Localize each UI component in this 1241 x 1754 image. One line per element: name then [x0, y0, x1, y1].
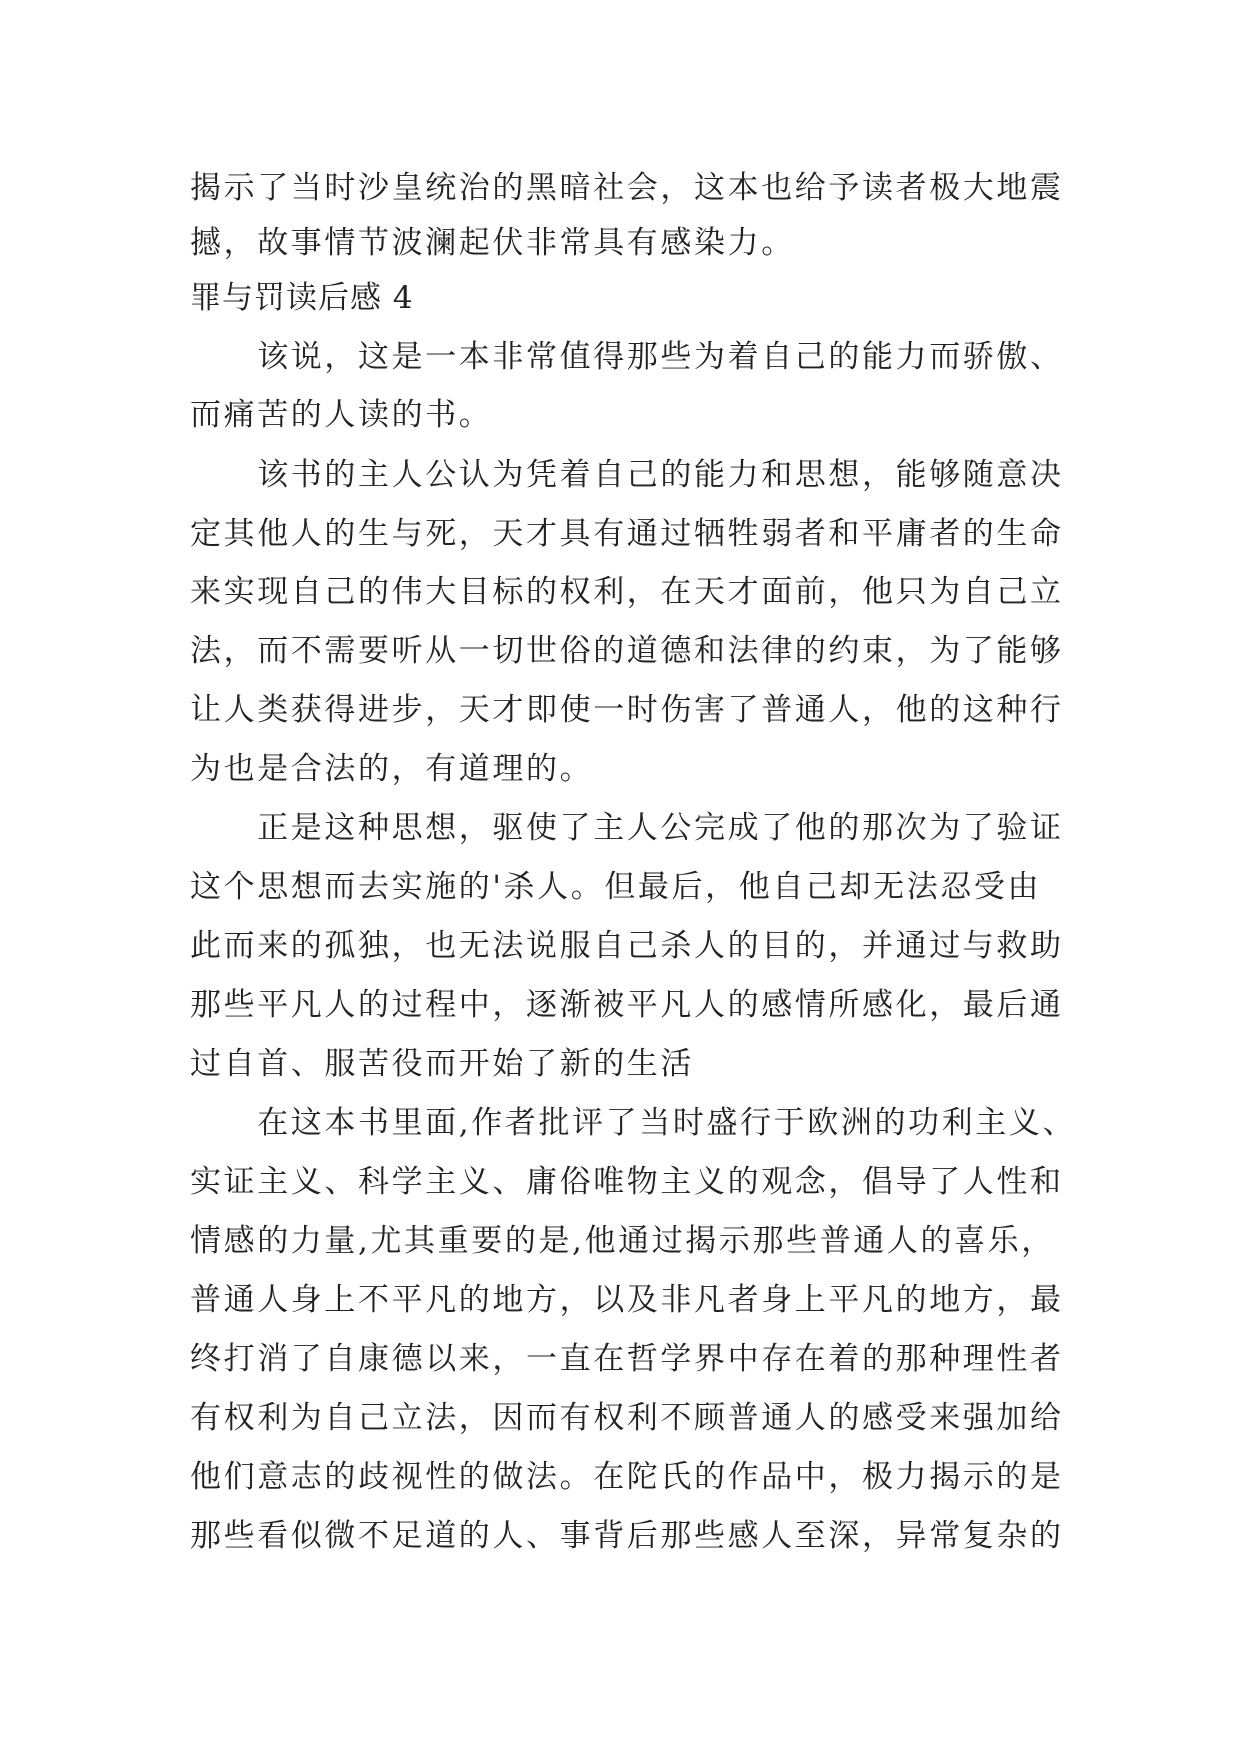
text-line: 为也是合法的，有道理的。	[190, 751, 594, 787]
text-line: 情感的力量,尤其重要的是,他通过揭示那些普通人的喜乐，	[190, 1223, 1055, 1259]
text-line: 定其他人的生与死，天才具有通过牺牲弱者和平庸者的生命	[190, 516, 1064, 552]
text-line: 实证主义、科学主义、庸俗唯物主义的观念，倡导了人性和	[190, 1164, 1064, 1200]
text-line: 终打消了自康德以来，一直在哲学界中存在着的那种理性者	[190, 1341, 1064, 1377]
text-line: 那些看似微不足道的人、事背后那些感人至深，异常复杂的	[190, 1518, 1064, 1554]
text-line: 普通人身上不平凡的地方，以及非凡者身上平凡的地方，最	[190, 1282, 1064, 1318]
paragraph-line: 该说，这是一本非常值得那些为着自己的能力而骄傲、	[190, 339, 1064, 375]
text-line: 过自首、服苦役而开始了新的生活	[190, 1046, 694, 1082]
text-line: 有权利为自己立法，因而有权利不顾普通人的感受来强加给	[190, 1400, 1064, 1436]
text-line: 而痛苦的人读的书。	[190, 397, 493, 433]
text-line: 他们意志的歧视性的做法。在陀氏的作品中，极力揭示的是	[190, 1459, 1064, 1495]
paragraph-line: 在这本书里面,作者批评了当时盛行于欧洲的功利主义、	[190, 1105, 1077, 1141]
text-line: 让人类获得进步，天才即使一时伤害了普通人，他的这种行	[190, 692, 1064, 728]
paragraph-line: 该书的主人公认为凭着自己的能力和思想，能够随意决	[190, 457, 1064, 493]
text-line: 那些平凡人的过程中，逐渐被平凡人的感情所感化，最后通	[190, 987, 1064, 1023]
text-line: 这个思想而去实施的'杀人。但最后，他自己却无法忍受由	[190, 869, 1042, 905]
text-line: 撼，故事情节波澜起伏非常具有感染力。	[190, 225, 795, 261]
text-line: 揭示了当时沙皇统治的黑暗社会，这本也给予读者极大地震	[190, 170, 1064, 206]
text-line: 法，而不需要听从一切世俗的道德和法律的约束，为了能够	[190, 633, 1064, 669]
section-heading: 罪与罚读后感 4	[190, 280, 414, 316]
text-line: 来实现自己的伟大目标的权利，在天才面前，他只为自己立	[190, 574, 1064, 610]
paragraph-line: 正是这种思想，驱使了主人公完成了他的那次为了验证	[190, 810, 1064, 846]
text-line: 此而来的孤独，也无法说服自己杀人的目的，并通过与救助	[190, 928, 1064, 964]
